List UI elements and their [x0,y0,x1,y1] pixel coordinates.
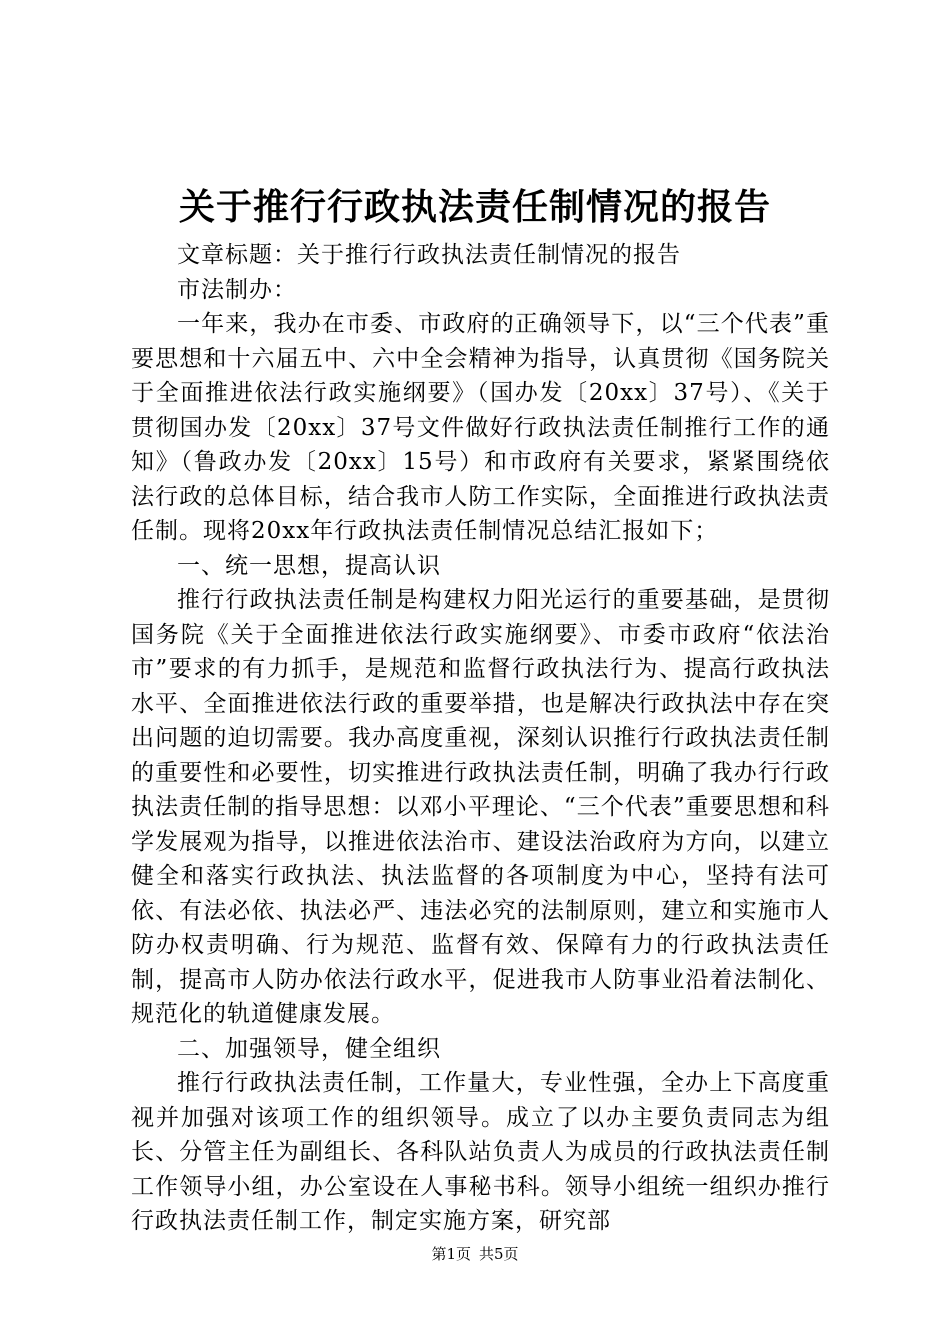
paragraph-section-2: 推行行政执法责任制，工作量大，专业性强，全办上下高度重视并加强对该项工作的组织领导。成立了以办主要负责同志为组长、分管主任为副组长、各科队站负责人为成员的行政执法责任制工作领导小组，办公室设在人事秘书科。领导小组统一组织办推行行政执法责任制工作，制定实施方案，研究部 [131,1070,830,1234]
section-heading-2: 二、加强领导，健全组织 [177,1035,441,1062]
document-body [131,238,830,1239]
page-footer [0,1244,950,1264]
page-total: 共5页 [479,1245,519,1263]
page-number: 第1页 [431,1245,471,1263]
paragraph-section-1: 推行行政执法责任制是构建权力阳光运行的重要基础，是贯彻国务院《关于全面推进依法行政实施纲要》、市委市政府“依法治市”要求的有力抓手，是规范和监督行政执法行为、提高行政执法水平、全面推进依法行政的重要举措，也是解决行政执法中存在突出问题的迫切需要。我办高度重视，深刻认识推行行政执法责任制的重要性和必要性，切实推进行政执法责任制，明确了我办行行政执法责任制的指导思想：以邓小平理论、“三个代表”重要思想和科学发展观为指导，以推进依法治市、建设法治政府为方向，以建立健全和落实行政执法、执法监督的各项制度为中心，坚持有法可依、有法必依、执法必严、违法必究的法制原则，建立和实施市人防办权责明确、行为规范、监督有效、保障有力的行政执法责任制，提高市人防办依法行政水平，促进我市人防事业沿着法制化、规范化的轨道健康发展。 [131,587,830,1027]
paragraph-article-title: 文章标题：关于推行行政执法责任制情况的报告 [177,242,681,268]
paragraph-addressee: 市法制办： [177,276,297,303]
paragraph-intro: 一年来，我办在市委、市政府的正确领导下，以“三个代表”重要思想和十六届五中、六中全会精神为指导，认真贯彻《国务院关于全面推进依法行政实施纲要》（国办发〔20xx〕37号）、《关于贯彻国办发〔20xx〕37号文件做好行政执法责任制推行工作的通知》（鲁政办发〔20xx〕15号）和市政府有关要求，紧紧围绕依法行政的总体目标，结合我市人防工作实际，全面推进行政执法责任制。现将20xx年行政执法责任制情况总结汇报如下； [131,311,830,544]
document-title: 关于推行行政执法责任制情况的报告 [178,187,771,228]
section-heading-1: 一、统一思想，提高认识 [177,552,441,579]
